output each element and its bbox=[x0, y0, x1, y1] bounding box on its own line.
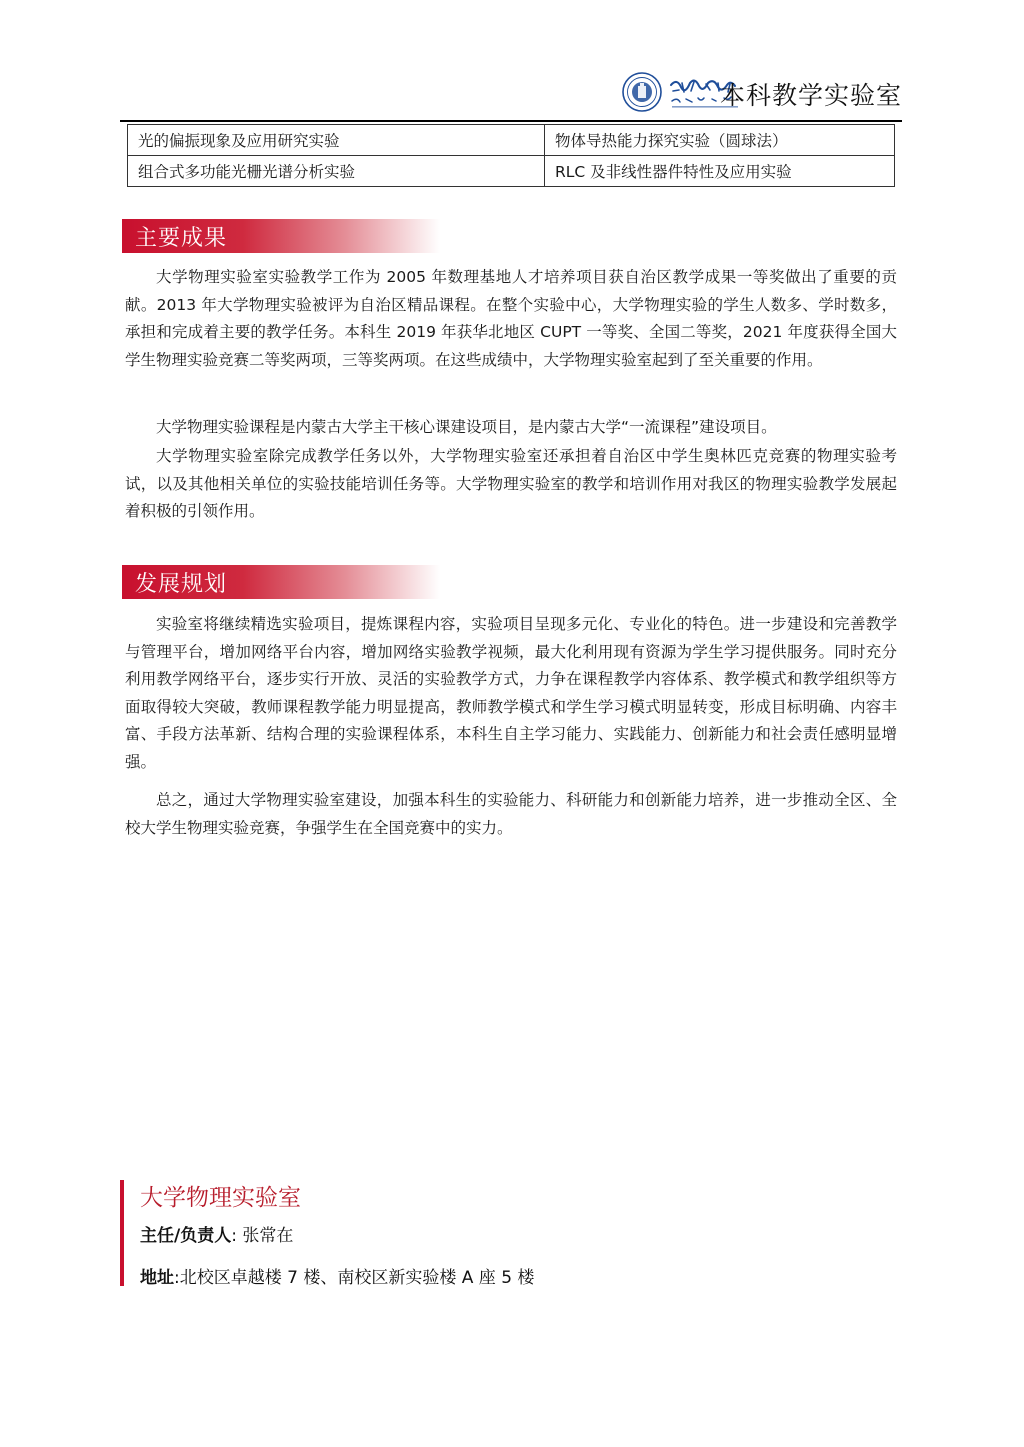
paragraph: 实验室将继续精选实验项目，提炼课程内容，实验项目呈现多元化、专业化的特色。进一步建设和完善教学与管理平台，增加网络平台内容，增加网络实验教学视频，最大化利用现有资源为学生学习提供服务。同时充分利用教学网络平台，逐步实行开放、灵活的实验教学方式，力争在课程教学内容体系、教学模式和教学组织等方面取得较大突破，教师课程教学能力明显提高，教师教学模式和学生学习模式明显转变，形成目标明确、内容丰富、手段方法革新、结构合理的实验课程体系，本科生自主学习能力、实践能力、创新能力和社会责任感明显增强。 bbox=[125, 615, 897, 771]
section-heading-achievements bbox=[122, 219, 440, 253]
footer-address bbox=[140, 1263, 534, 1288]
director-label: 主任/负责人 bbox=[140, 1226, 232, 1246]
section-heading-planning bbox=[122, 565, 440, 599]
table-cell: 物体导热能力探究实验（圆球法） bbox=[545, 125, 895, 156]
course-table bbox=[127, 124, 895, 187]
address-label: 地址 bbox=[140, 1268, 174, 1288]
footer-director bbox=[140, 1221, 293, 1246]
section-heading-text: 发展规划 bbox=[135, 572, 228, 597]
director-separator: : bbox=[231, 1226, 243, 1246]
paragraph: 大学物理实验课程是内蒙古大学主干核心课建设项目，是内蒙古大学“一流课程”建设项目。 bbox=[156, 418, 777, 436]
paragraph: 大学物理实验室除完成教学任务以外，大学物理实验室还承担着自治区中学生奥林匹克竞赛的物理实验考试，以及其他相关单位的实验技能培训任务等。大学物理实验室的教学和培训作用对我区的物理实验教学发展起着积极的引领作用。 bbox=[125, 447, 897, 521]
table-cell: 光的偏振现象及应用研究实验 bbox=[128, 125, 545, 156]
paragraph: 总之，通过大学物理实验室建设，加强本科生的实验能力、科研能力和创新能力培养，进一步推动全区、全校大学生物理实验竞赛，争强学生在全国竞赛中的实力。 bbox=[125, 791, 897, 837]
table-cell: 组合式多功能光栅光谱分析实验 bbox=[128, 156, 545, 187]
header-title: 本科教学实验室 bbox=[719, 81, 902, 110]
address-separator: : bbox=[174, 1268, 180, 1288]
paragraph: 大学物理实验室实验教学工作为 2005 年数理基地人才培养项目获自治区教学成果一等奖做出了重要的贡献。2013 年大学物理实验被评为自治区精品课程。在整个实验中心，大学物理实验的学生人数多、学时数多，承担和完成着主要的教学任务。本科生 2019 年获华北地区 CUPT 一等奖、全国二等奖，2021 年度获得全国大学生物理实验竞赛二等奖两项，三等奖两项。在这些成绩中，大学物理实验室起到了至关重要的作用。 bbox=[125, 268, 897, 369]
table-row bbox=[128, 156, 895, 187]
header-rule bbox=[120, 120, 902, 122]
page-header bbox=[120, 64, 902, 122]
footer-lab-name: 大学物理实验室 bbox=[140, 1185, 301, 1211]
table-row bbox=[128, 125, 895, 156]
director-name: 张常在 bbox=[242, 1226, 294, 1246]
section-heading-text: 主要成果 bbox=[135, 226, 228, 251]
address-value: 北校区卓越楼 7 楼、南校区新实验楼 A 座 5 楼 bbox=[179, 1268, 535, 1288]
university-seal-icon bbox=[622, 72, 662, 112]
footer-accent-bar bbox=[120, 1180, 124, 1286]
table-cell: RLC 及非线性器件特性及应用实验 bbox=[545, 156, 895, 187]
